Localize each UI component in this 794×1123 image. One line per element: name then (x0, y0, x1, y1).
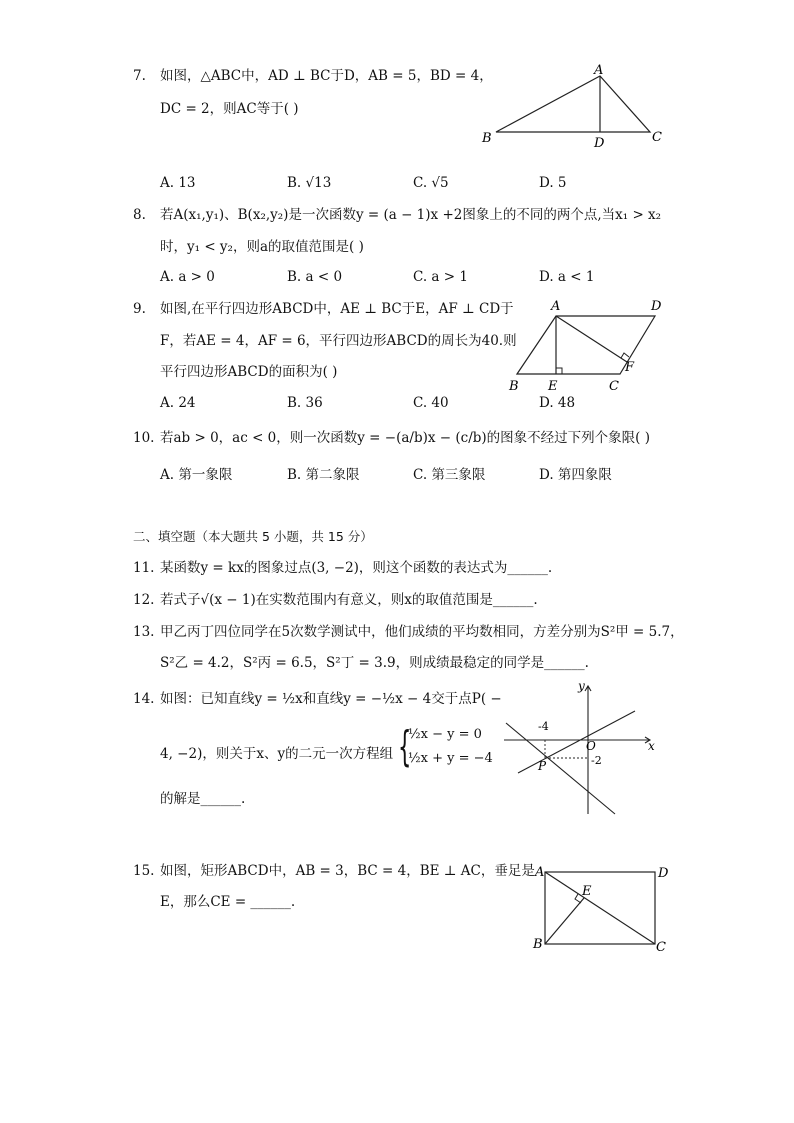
question-11-text: 某函数y = kx的图象过点(3, −2)，则这个函数的表达式为______. (160, 560, 553, 576)
question-9-text-line2: F，若AE = 4，AF = 6，平行四边形ABCD的周长为40.则 (160, 333, 517, 349)
label-d: D (594, 136, 605, 151)
label-b: B (482, 131, 492, 146)
label-a: A (594, 63, 604, 78)
question-9-text-line3: 平行四边形ABCD的面积为( ) (160, 364, 338, 380)
label-f: F (625, 360, 635, 375)
label-e: E (582, 884, 592, 899)
question-number-8: 8. (133, 207, 146, 223)
question-number-9: 9. (133, 301, 146, 317)
question-8-text-line2: 时，y₁ < y₂，则a的取值范围是( ) (160, 239, 364, 255)
question-8-text-line1: 若A(x₁,y₁)、B(x₂,y₂)是一次函数y = (a − 1)x +2图象上的不同的两个点,当x₁ > x₂ (160, 207, 662, 223)
label-y: y (578, 679, 585, 693)
label-x: x (648, 739, 655, 753)
question-number-13: 13. (133, 624, 155, 640)
question-number-14: 14. (133, 691, 155, 707)
question-15-text-line1: 如图，矩形ABCD中，AB = 3，BC = 4，BE ⊥ AC，垂足是 (160, 863, 535, 879)
equation-2: ½x + y = −4 (408, 751, 493, 766)
label-c: C (656, 940, 666, 955)
equation-system (398, 724, 498, 774)
option-d[interactable]: D. 48 (539, 395, 576, 411)
question-13-text-line1: 甲乙丙丁四位同学在5次数学测试中，他们成绩的平均数相同，方差分别为S²甲 = 5.7， (160, 624, 684, 640)
coordinate-graph-figure (500, 678, 665, 818)
option-d[interactable]: D. 5 (539, 175, 567, 191)
label-a: A (535, 865, 545, 880)
question-number-11: 11. (133, 560, 155, 576)
option-c[interactable]: C. a > 1 (413, 269, 468, 285)
option-c[interactable]: C. 40 (413, 395, 449, 411)
question-7-text-line2: DC = 2，则AC等于( ) (160, 101, 299, 117)
label-minus-2: -2 (591, 754, 602, 767)
question-14-text-line1: 如图：已知直线y = ½x和直线y = −½x − 4交于点P( − (160, 691, 502, 707)
option-a[interactable]: A. 第一象限 (160, 467, 233, 483)
question-12-text: 若式子√(x − 1)在实数范围内有意义，则x的取值范围是______. (160, 592, 538, 608)
label-minus-4: -4 (538, 720, 549, 733)
option-a[interactable]: A. a > 0 (160, 269, 215, 285)
question-10-text: 若ab > 0，ac < 0，则一次函数y = −(a/b)x − (c/b)的图象不经过下列个象限( ) (160, 430, 650, 446)
parallelogram-figure (505, 296, 680, 396)
question-number-15: 15. (133, 863, 155, 879)
rectangle-figure (530, 862, 670, 957)
label-d: D (658, 866, 669, 881)
label-c: C (609, 379, 619, 394)
label-a: A (551, 299, 561, 314)
brace-icon: { (398, 722, 412, 771)
label-b: B (533, 937, 543, 952)
label-e: E (548, 379, 558, 394)
option-b[interactable]: B. a < 0 (287, 269, 343, 285)
option-a[interactable]: A. 13 (160, 175, 196, 191)
label-c: C (652, 130, 662, 145)
question-9-text-line1: 如图,在平行四边形ABCD中，AE ⊥ BC于E，AF ⊥ CD于 (160, 301, 514, 317)
label-d: D (651, 299, 662, 314)
label-b: B (509, 379, 519, 394)
option-c[interactable]: C. √5 (413, 175, 449, 191)
question-14-text-line2: 4, −2)，则关于x、y的二元一次方程组 (160, 746, 394, 762)
question-7-text-line1: 如图，△ABC中，AD ⊥ BC于D，AB = 5，BD = 4， (160, 68, 493, 84)
label-o: O (586, 739, 596, 753)
question-14-text-line3: 的解是______. (160, 791, 246, 807)
triangle-abc-figure (478, 62, 678, 154)
equation-1: ½x − y = 0 (408, 727, 482, 742)
question-15-text-line2: E，那么CE = ______. (160, 894, 296, 910)
option-c[interactable]: C. 第三象限 (413, 467, 486, 483)
question-number-12: 12. (133, 592, 155, 608)
option-b[interactable]: B. 第二象限 (287, 467, 360, 483)
option-d[interactable]: D. 第四象限 (539, 467, 612, 483)
question-13-text-line2: S²乙 = 4.2，S²丙 = 6.5，S²丁 = 3.9，则成绩最稳定的同学是______. (160, 655, 589, 671)
section-title: 二、填空题（本大题共 5 小题，共 15 分） (133, 529, 373, 544)
option-d[interactable]: D. a < 1 (539, 269, 595, 285)
label-p: P (538, 759, 547, 773)
option-b[interactable]: B. 36 (287, 395, 323, 411)
question-number-10: 10. (133, 430, 155, 446)
question-number-7: 7. (133, 68, 146, 84)
option-b[interactable]: B. √13 (287, 175, 332, 191)
option-a[interactable]: A. 24 (160, 395, 196, 411)
